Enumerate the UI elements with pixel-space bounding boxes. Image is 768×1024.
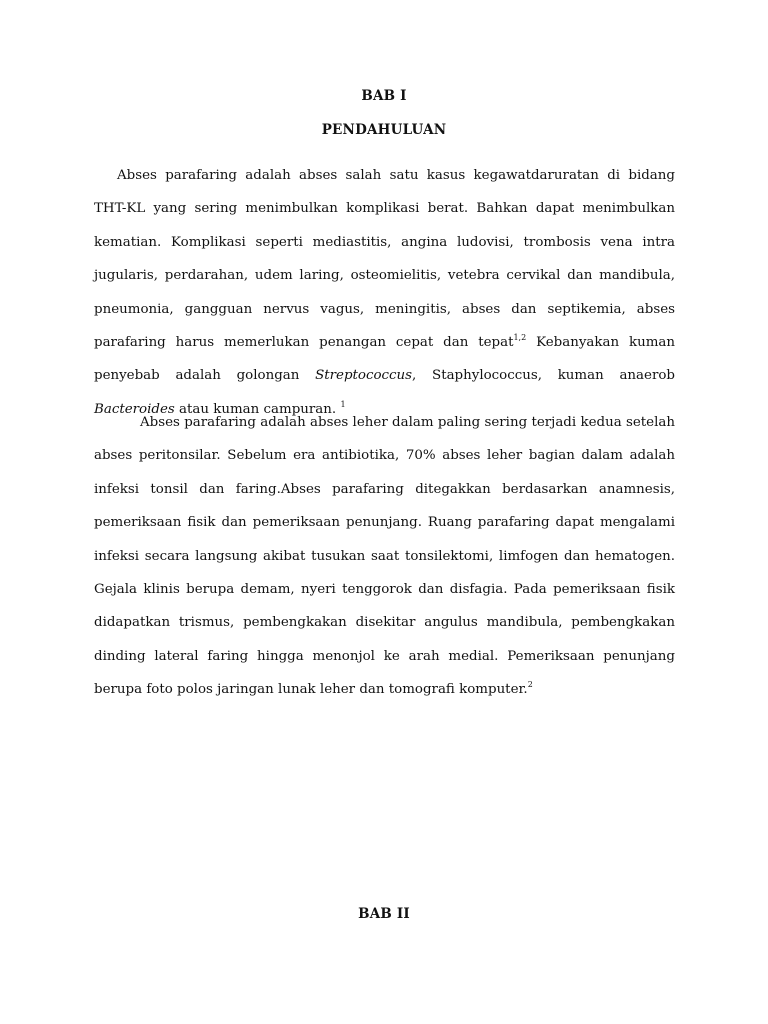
italic-term: Bacteroides xyxy=(94,401,175,417)
paragraph-1-text: Abses parafaring adalah abses salah satu kasus kegawatdaruratan di bidang THT-KL yang sering menimbulkan komplikasi berat. Bahkan dapat menimbulkan kematian. Komplikasi seperti mediastitis, angina ludovisi, trombosis vena intra jugularis, perdarahan, udem laring, osteomielitis, vetebra cervikal dan mandibula, pneumonia, gangguan nervus vagus, meningitis, abses dan septikemia, abses parafaring harus memerlukan penangan cepat dan tepat xyxy=(94,168,675,351)
chapter-heading-2: BAB II xyxy=(358,906,410,922)
citation-3: 2 xyxy=(527,680,533,690)
paragraph-1: Abses parafaring adalah abses salah satu kasus kegawatdaruratan di bidang THT-KL yang sering menimbulkan komplikasi berat. Bahkan dapat menimbulkan kematian. Komplikasi seperti mediastitis, angina ludovisi, trombosis vena intra jugularis, perdarahan, udem laring, osteomielitis, vetebra cervikal dan mandibula, pneumonia, gangguan nervus vagus, meningitis, abses dan septikemia, abses parafaring harus memerlukan penangan cepat dan tepat$^{1,2}$ Kebanyakan kuman penyebab adalah golongan Streptococcus, Staphylococcus, kuman anaerob Bacteroides atau kuman campuran. $^1$ xyxy=(94,168,676,417)
paragraph-2 xyxy=(94,406,675,707)
citation-1: 1,2 xyxy=(513,333,527,343)
chapter-heading: BAB I xyxy=(361,88,407,104)
chapter-title: PENDAHULUAN xyxy=(321,122,447,138)
citation-2: 1 xyxy=(340,399,346,409)
italic-term: Streptococcus xyxy=(315,368,413,384)
paragraph-2-text: Abses parafaring adalah abses leher dalam paling sering terjadi kedua setelah abses peritonsilar. Sebelum era antibiotika, 70% abses leher bagian dalam adalah infeksi tonsil dan faring.Abses parafaring ditegakkan berdasarkan anamnesis, pemeriksaan fisik dan pemeriksaan penunjang. Ruang parafaring dapat mengalami infeksi secara langsung akibat tusukan saat tonsilektomi, limfogen dan hematogen. Gejala klinis berupa demam, nyeri tenggorok dan disfagia. Pada pemeriksaan fisik didapatkan trismus, pembengkakan disekitar angulus mandibula, pembengkakan dinding lateral faring hingga menonjol ke arah medial. Pemeriksaan penunjang berupa foto polos jaringan lunak leher dan tomografi komputer. xyxy=(94,415,675,698)
